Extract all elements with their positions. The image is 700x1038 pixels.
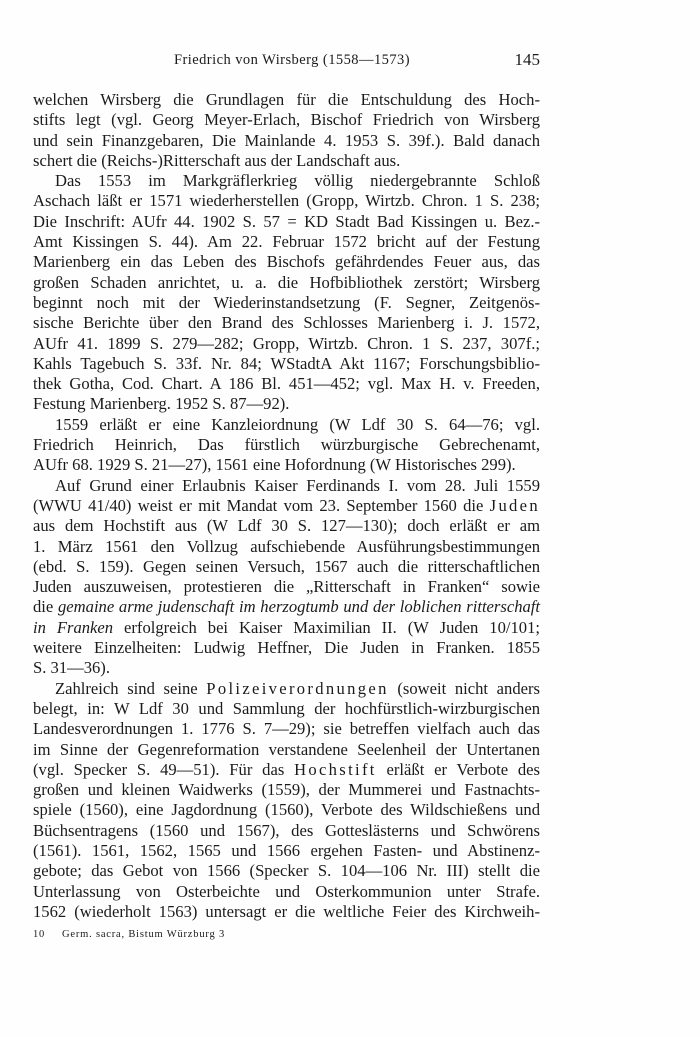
text-line: thek Gotha, Cod. Chart. A 186 Bl. 451—452; vgl. Max H. v. Freeden, [33,374,540,394]
text-line: großen Schaden anrichtet, u. a. die Hofbibliothek zerstört; Wirsberg [33,272,540,292]
text-line: im Sinne der Gegenreformation verstandene Seelenheil der Untertanen [33,739,540,759]
emphasis-spaced: Polizeiverordnungen [206,678,389,698]
text-line: stifts legt (vgl. Georg Meyer-Erlach, Bischof Friedrich von Wirsberg [33,110,540,130]
text-segment: (vgl. Specker S. 49—51). Für das [33,759,295,779]
page-number: 145 [514,50,540,69]
text-line: Kahls Tagebuch S. 33f. Nr. 84; WStadtA Akt 1167; Forschungsbiblio- [33,353,540,373]
text-line: Friedrich Heinrich, Das fürstlich würzburgische Gebrechenamt, [33,435,540,455]
text-line [33,597,540,617]
paragraph [33,171,540,415]
text-line: 1. März 1561 den Vollzug aufschiebende Ausführungsbestimmungen [33,536,540,556]
text-segment: die [33,597,58,617]
text-line: schert die (Reichs-)Ritterschaft aus der Landschaft aus. [33,150,401,170]
text-line: welchen Wirsberg die Grundlagen für die Entschuldung des Hoch- [33,90,540,109]
text-line [33,496,540,516]
text-line: Aschach läßt er 1571 wiederherstellen (Gropp, Wirtzb. Chron. 1 S. 238; [33,191,540,211]
text-line: (1561). 1561, 1562, 1565 und 1566 ergehen Fasten- und Abstinenz- [33,840,540,860]
paragraph [33,679,540,923]
text-line [33,618,540,638]
text-line: Landesverordnungen 1. 1776 S. 7—29); sie betreffen vielfach auch das [33,719,540,739]
emphasis-italic: in Franken [33,617,114,637]
paragraph [33,90,540,171]
emphasis-spaced: Hochstift [294,759,377,779]
running-head [33,50,540,70]
text-segment: (soweit nicht anders [388,678,540,698]
text-line [33,679,540,699]
text-line: (ebd. S. 159). Gegen seinen Versuch, 1567 auch die ritterschaftlichen [33,556,540,576]
text-line [33,760,540,780]
text-line: gebote; das Gebot von 1566 (Specker S. 104—106 Nr. III) stellt die [33,861,540,881]
text-line: beginnt noch mit der Wiederinstandsetzung (F. Segner, Zeitgenös- [33,292,540,312]
text-line: Marienberg ein das Leben des Bischofs gefährdendes Feuer aus, das [33,252,540,272]
text-line: Auf Grund einer Erlaubnis Kaiser Ferdinands I. vom 28. Juli 1559 [55,475,540,495]
text-segment: Zahlreich sind seine [55,678,207,698]
emphasis-spaced: Juden [489,495,540,515]
text-line: AUfr 41. 1899 S. 279—282; Gropp, Wirtzb. Chron. 1 S. 237, 307f.; [33,333,540,353]
text-line: belegt, in: W Ldf 30 und Sammlung der hochfürstlich-wirzburgischen [33,698,540,718]
text-line: Juden auszuweisen, protestieren die „Ritterschaft in Franken“ sowie [33,577,540,597]
text-line: 1559 erläßt er eine Kanzleiordnung (W Ldf 30 S. 64—76; vgl. [55,414,540,434]
text-line: sische Berichte über den Brand des Schlosses Marienberg i. J. 1572, [33,313,540,333]
text-line: Unterlassung von Osterbeichte und Osterkommunion unter Strafe. [33,881,540,901]
text-segment: erfolgreich bei Kaiser Maximilian II. (W Juden 10/101; [113,617,540,637]
signature-footer [33,927,333,943]
text-line: weitere Einzelheiten: Ludwig Heffner, Die Juden in Franken. 1855 [33,638,540,658]
text-line: AUfr 68. 1929 S. 21—27), 1561 eine Hofordnung (W Historisches 299). [33,455,516,475]
running-head-title: Friedrich von Wirsberg (1558—1573) [173,52,411,68]
text-line: 1562 (wiederholt 1563) untersagt er die weltliche Feier des Kirchweih- [33,901,540,921]
text-line: S. 31—36). [33,658,110,678]
text-line: Die Inschrift: AUfr 44. 1902 S. 57 = KD Stadt Bad Kissingen u. Bez.- [33,211,540,231]
text-line: Amt Kissingen S. 44). Am 22. Februar 1572 bricht auf der Festung [33,232,540,252]
text-line: und sein Finanzgebaren, Die Mainlande 4. 1953 S. 39f.). Bald danach [33,130,540,150]
paragraph [33,415,540,476]
text-line: Büchsentragens (1560 und 1567), des Gotteslästerns und Schwörens [33,820,540,840]
main-text [33,90,540,922]
text-segment: (WWU 41/40) weist er mit Mandat vom 23. September 1560 die [33,495,490,515]
text-segment: erläßt er Verbote des [376,759,540,779]
signature-mark: 10 [33,929,46,940]
text-line: Das 1553 im Markgräflerkrieg völlig niedergebrannte Schloß [55,171,540,191]
text-line: großen und kleinen Waidwerks (1559), der Mummerei und Fastnachts- [33,780,540,800]
paragraph [33,476,540,679]
emphasis-italic: gemaine arme judenschaft im herzogtumb und der loblichen ritterschaft [58,597,541,617]
text-line: Festung Marienberg. 1952 S. 87—92). [33,394,290,414]
text-line: spiele (1560), eine Jagdordnung (1560), Verbote des Wildschießens und [33,800,540,820]
text-line: aus dem Hochstift aus (W Ldf 30 S. 127—130); doch erläßt er am [33,516,540,536]
signature-title: Germ. sacra, Bistum Würzburg 3 [62,929,225,940]
